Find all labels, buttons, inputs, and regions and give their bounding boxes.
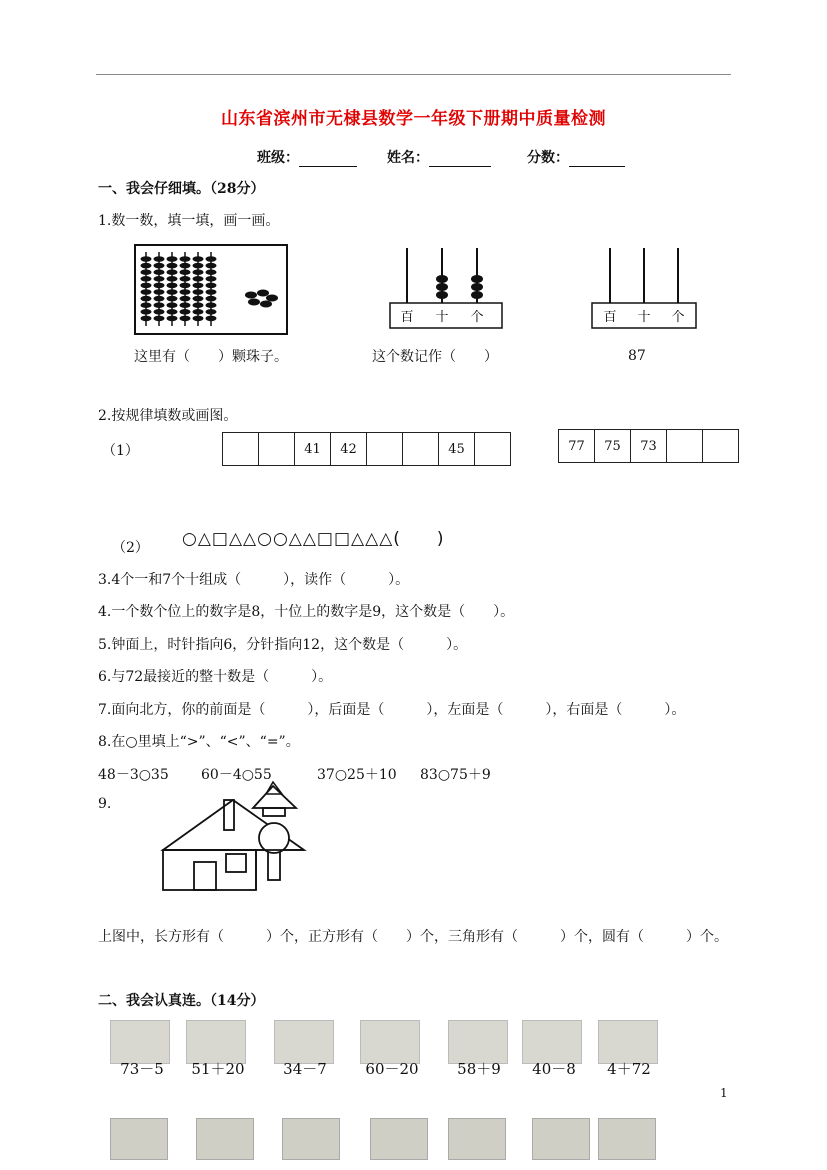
abacus2-label-ones: 个 — [671, 310, 685, 325]
bead — [180, 309, 191, 315]
score-label: 分数： — [527, 150, 569, 166]
q1-caption-87: 87 — [628, 348, 646, 364]
class-label: 班级： — [257, 150, 299, 166]
seq1-cell[interactable] — [367, 433, 403, 465]
bee-expression: 60－20 — [365, 1060, 419, 1078]
bead — [180, 256, 191, 262]
seq1-cell[interactable] — [259, 433, 295, 465]
abacus-empty[interactable] — [591, 244, 699, 330]
bead — [193, 302, 204, 308]
bead — [154, 283, 165, 289]
q2-text: 2.按规律填数或画图。 — [98, 408, 238, 424]
flower-card[interactable] — [196, 1118, 254, 1160]
q3-text: 3.4个一和7个十组成（ ），读作（ ）。 — [98, 572, 410, 588]
flower-card[interactable] — [532, 1118, 590, 1160]
bead — [193, 309, 204, 315]
seq1-cell: 45 — [439, 433, 475, 465]
bee-expression: 73－5 — [120, 1060, 164, 1078]
bee-expression: 34－7 — [283, 1060, 327, 1078]
bead — [206, 269, 217, 275]
bead — [154, 263, 165, 269]
bead — [193, 289, 204, 295]
bead — [180, 269, 191, 275]
bead — [193, 316, 204, 322]
abacus-with-beads — [389, 244, 504, 330]
seq2-cell[interactable] — [667, 430, 703, 462]
abacus-label-tens: 十 — [435, 310, 449, 325]
q2-sub1-label: （1） — [102, 443, 139, 459]
bead — [154, 309, 165, 315]
bead — [141, 296, 152, 302]
bead — [206, 263, 217, 269]
bead — [141, 269, 152, 275]
bead — [167, 309, 178, 315]
page-number: 1 — [720, 1086, 728, 1100]
bead — [154, 269, 165, 275]
page-title: 山东省滨州市无棣县数学一年级下册期中质量检测 — [221, 109, 606, 129]
q9-text: 上图中，长方形有（ ）个，正方形有（ ）个，三角形有（ ）个，圆有（ ）个。 — [98, 929, 728, 945]
bead — [154, 316, 165, 322]
sequence-boxes-1 — [222, 432, 511, 466]
bead — [154, 296, 165, 302]
q6-text: 6.与72最接近的整十数是（ ）。 — [98, 669, 333, 685]
bead — [167, 289, 178, 295]
abacus-label-hundreds: 百 — [400, 310, 414, 325]
class-field — [257, 147, 357, 167]
bead — [141, 283, 152, 289]
bee-expression: 4＋72 — [607, 1060, 651, 1078]
name-field — [387, 147, 491, 167]
bee-expression: 40－8 — [532, 1060, 576, 1078]
seq2-cell: 73 — [631, 430, 667, 462]
bead — [141, 289, 152, 295]
sequence-boxes-2 — [558, 429, 739, 463]
bead — [154, 276, 165, 282]
seq1-cell[interactable] — [475, 433, 510, 465]
bead — [167, 283, 178, 289]
flower-card[interactable] — [598, 1118, 656, 1160]
shape-pattern: ○△□△△○○△△□□△△△( ) — [182, 529, 445, 549]
bead — [206, 283, 217, 289]
bead — [167, 263, 178, 269]
compare-item[interactable]: 83○75＋9 — [420, 767, 491, 783]
name-blank[interactable] — [429, 152, 491, 167]
bead — [167, 269, 178, 275]
bee-expression: 58＋9 — [457, 1060, 501, 1078]
seq1-cell: 41 — [295, 433, 331, 465]
class-blank[interactable] — [299, 152, 357, 167]
bead — [180, 263, 191, 269]
compare-item[interactable]: 37○25＋10 — [317, 767, 397, 783]
seq2-cell[interactable] — [703, 430, 738, 462]
compare-item[interactable]: 60－4○55 — [201, 767, 272, 783]
bead — [180, 283, 191, 289]
bead — [167, 276, 178, 282]
bead — [206, 309, 217, 315]
q1-caption-beads: 这里有（ ）颗珠子。 — [134, 349, 288, 365]
bead — [193, 269, 204, 275]
bead — [180, 316, 191, 322]
bead — [206, 316, 217, 322]
bead — [141, 256, 152, 262]
bead — [167, 256, 178, 262]
q9-number: 9. — [98, 796, 112, 812]
q4-text: 4.一个数个位上的数字是8，十位上的数字是9，这个数是（ ）。 — [98, 604, 515, 620]
q2-sub2-label: （2） — [112, 540, 149, 556]
bead — [167, 302, 178, 308]
q8-text: 8.在○里填上“>”、“<”、“=”。 — [98, 734, 300, 750]
bead — [206, 276, 217, 282]
bead — [206, 296, 217, 302]
section1-heading: 一、我会仔细填。（28分） — [98, 181, 265, 197]
flower-card[interactable] — [370, 1118, 428, 1160]
bead — [141, 302, 152, 308]
section2-heading: 二、我会认真连。（14分） — [98, 993, 265, 1009]
flower-card[interactable] — [448, 1118, 506, 1160]
bead — [154, 289, 165, 295]
bee-expression: 51＋20 — [191, 1060, 245, 1078]
flower-card[interactable] — [282, 1118, 340, 1160]
abacus-label-ones: 个 — [470, 310, 484, 325]
bead-columns — [141, 252, 217, 326]
seq2-cell: 75 — [595, 430, 631, 462]
bead — [141, 263, 152, 269]
bead — [193, 256, 204, 262]
q5-text: 5.钟面上，时针指向6，分针指向12，这个数是（ ）。 — [98, 637, 468, 653]
bead — [206, 289, 217, 295]
score-blank[interactable] — [569, 152, 625, 167]
bead — [141, 276, 152, 282]
bead — [193, 276, 204, 282]
bead — [193, 283, 204, 289]
bead — [167, 296, 178, 302]
bead — [193, 263, 204, 269]
abacus2-label-tens: 十 — [637, 310, 651, 325]
flower-card[interactable] — [110, 1118, 168, 1160]
seq1-cell: 42 — [331, 433, 367, 465]
bead — [206, 302, 217, 308]
bead — [154, 302, 165, 308]
bead — [180, 302, 191, 308]
q1-text: 1.数一数，填一填，画一画。 — [98, 213, 280, 229]
bead — [180, 276, 191, 282]
house-figure — [158, 780, 308, 894]
q7-text: 7.面向北方，你的前面是（ ），后面是（ ），左面是（ ），右面是（ ）。 — [98, 702, 686, 718]
bead — [167, 316, 178, 322]
bead — [180, 296, 191, 302]
q1-caption-number: 这个数记作（ ） — [372, 349, 498, 365]
bead — [206, 256, 217, 262]
score-field — [527, 147, 625, 167]
seq1-cell[interactable] — [223, 433, 259, 465]
seq2-cell: 77 — [559, 430, 595, 462]
name-label: 姓名： — [387, 150, 429, 166]
top-rule — [96, 74, 731, 75]
seq1-cell[interactable] — [403, 433, 439, 465]
abacus2-label-hundreds: 百 — [603, 310, 617, 325]
bead-frame-figure — [134, 244, 289, 336]
bead — [141, 309, 152, 315]
bead — [141, 316, 152, 322]
bead — [154, 256, 165, 262]
bead — [193, 296, 204, 302]
compare-item[interactable]: 48－3○35 — [98, 767, 169, 783]
bead — [180, 289, 191, 295]
